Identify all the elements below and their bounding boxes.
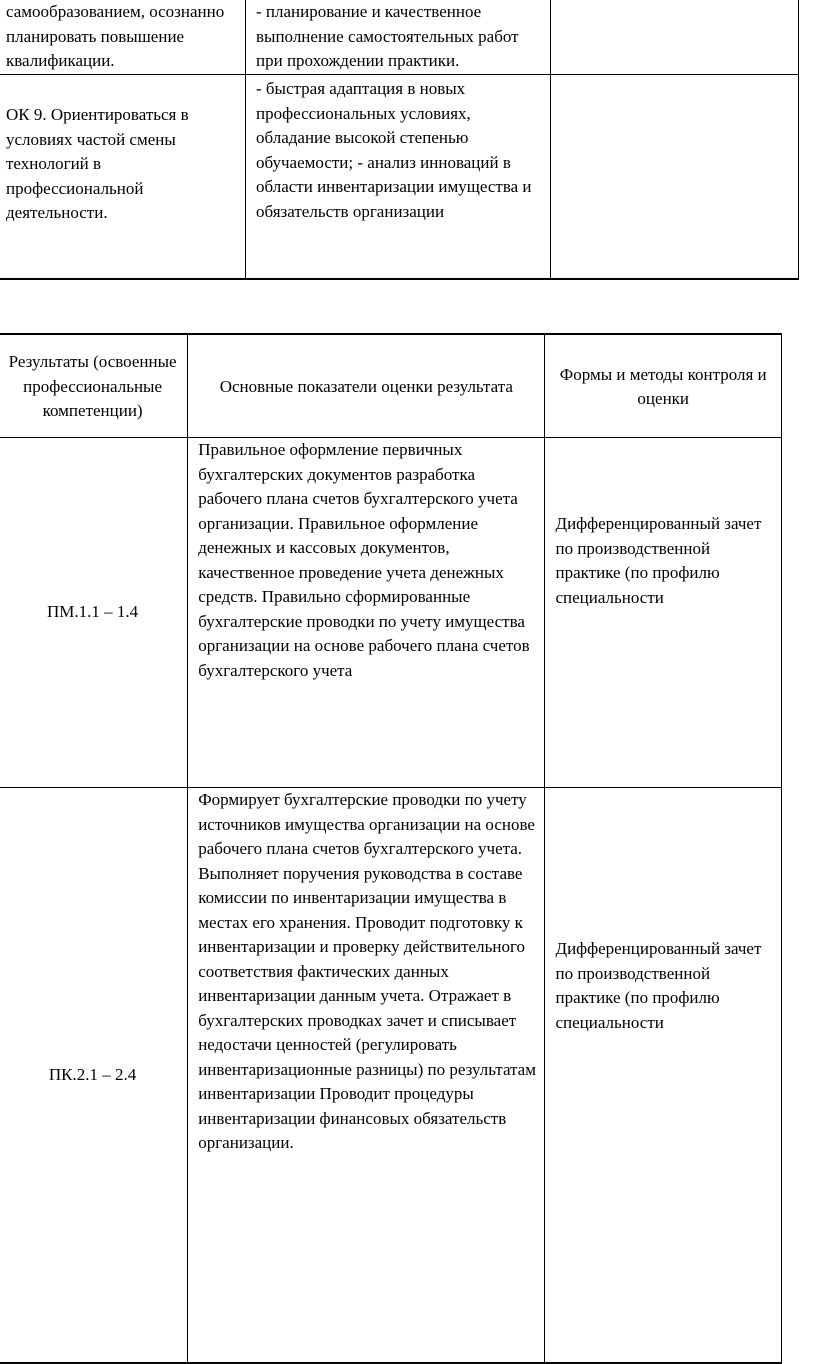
indicators-cell: Правильное оформление первичных бухгалтерских документов разработка рабочего плана счетов бухгалтерского учета организации. Правильное оформление денежных и кассовых документов, качественное проведение учета денежных средств. Правильно сформированные бухгалтерские проводки по учету имущества организации на основе рабочего плана счетов бухгалтерского учета bbox=[188, 438, 545, 788]
table-row bbox=[0, 75, 799, 280]
header-indicators: Основные показатели оценки результата bbox=[188, 334, 545, 438]
methods-cell: Дифференцированный зачет по производственной практике (по профилю специальности bbox=[545, 788, 782, 1364]
table-row bbox=[0, 0, 799, 75]
competence-cell: ОК 9. Ориентироваться в условиях частой смены технологий в профессиональной деятельности. bbox=[0, 75, 246, 280]
competence-cell: ПМ.1.1 – 1.4 bbox=[0, 438, 188, 788]
competence-cell: самообразованием, осознанно планировать повышение квалификации. bbox=[0, 0, 246, 75]
table-row bbox=[0, 788, 782, 1364]
competence-table-continued bbox=[0, 0, 799, 280]
indicators-cell: - быстрая адаптация в новых профессиональных условиях, обладание высокой степенью обучаемости; - анализ инноваций в области инвентаризации имущества и обязательств организации bbox=[246, 75, 551, 280]
table-header-row bbox=[0, 334, 782, 438]
competence-cell: ПК.2.1 – 2.4 bbox=[0, 788, 188, 1364]
indicators-cell: - планирование и качественное выполнение самостоятельных работ при прохождении практики. bbox=[246, 0, 551, 75]
header-results: Результаты (освоенные профессиональные компетенции) bbox=[0, 334, 188, 438]
methods-cell: Дифференцированный зачет по производственной практике (по профилю специальности bbox=[545, 438, 782, 788]
indicators-cell: Формирует бухгалтерские проводки по учету источников имущества организации на основе рабочего плана счетов бухгалтерского учета. Выполняет поручения руководства в составе комиссии по инвентаризации имущества в местах его хранения. Проводит подготовку к инвентаризации и проверку действительного соответствия фактических данных инвентаризации данным учета. Отражает в бухгалтерских проводках зачет и списывает недостачи ценностей (регулировать инвентаризационные разницы) по результатам инвентаризации Проводит процедуры инвентаризации финансовых обязательств организации. bbox=[188, 788, 545, 1364]
professional-competence-table bbox=[0, 333, 782, 1364]
table-row bbox=[0, 438, 782, 788]
header-methods: Формы и методы контроля и оценки bbox=[545, 334, 782, 438]
methods-cell bbox=[551, 75, 799, 280]
methods-cell bbox=[551, 0, 799, 75]
